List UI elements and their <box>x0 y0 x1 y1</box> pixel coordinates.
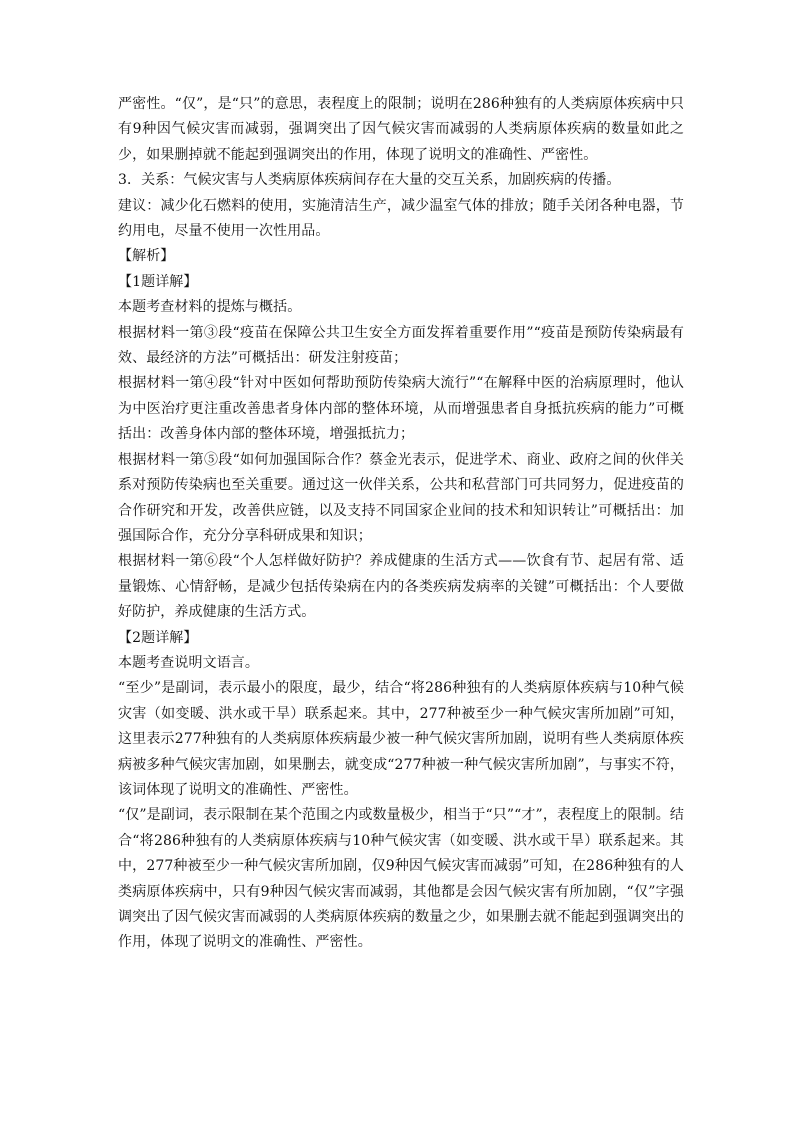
answer-paragraph-continuation: 严密性。“仅”，是“只”的意思，表程度上的限制；说明在286种独有的人类病原体疾病中只有9种因气候灾害而减弱，强调突出了因气候灾害而减弱的人类病原体疾病的数量如此之少，如果删掉就不能起到强调突出的作用，体现了说明文的准确性、严密性。 <box>118 96 684 163</box>
question-1-point-4: 根据材料一第⑥段“个人怎样做好防护？养成健康的生活方式——饮食有节、起居有常、适量锻炼、心情舒畅，是减少包括传染病在内的各类疾病发病率的关键”可概括出：个人要做好防护，养成健康的生活方式。 <box>118 553 684 621</box>
question-1-point-2: 根据材料一第④段“针对中医如何帮助预防传染病大流行”“在解释中医的治病原理时，他认为中医治疗更注重改善患者身体内部的整体环境，从而增强患者自身抵抗疾病的能力”可概括出：改善身体内部的整体环境，增强抵抗力； <box>118 375 684 443</box>
question-1-point-3: 根据材料一第⑤段“如何加强国际合作？蔡金光表示，促进学术、商业、政府之间的伙伴关系对预防传染病也至关重要。通过这一伙伴关系，公共和私营部门可共同努力，促进疫苗的合作研究和开发，改善供应链，以及支持不同国家企业间的技术和知识转让”可概括出：加强国际合作，充分分享科研成果和知识； <box>118 451 684 544</box>
question-2-heading: 【2题详解】 <box>118 629 198 646</box>
document-page <box>118 92 684 956</box>
question-1-heading: 【1题详解】 <box>118 273 198 290</box>
analysis-heading: 【解析】 <box>118 248 175 265</box>
question-2-intro: 本题考查说明文语言。 <box>118 654 259 671</box>
question-2-point-1: “至少”是副词，表示最小的限度，最少，结合“将286种独有的人类病原体疾病与10种气候灾害（如变暖、洪水或干旱）联系起来。其中，277种被至少一种气候灾害所加剧”可知，这里表示277种独有的人类病原体疾病最少被一种气候灾害所加剧，说明有些人类病原体疾病被多种气候灾害加剧，如果删去，就变成“277种被一种气候灾害所加剧”，与事实不符，该词体现了说明文的准确性、严密性。 <box>118 680 684 798</box>
relationship-paragraph: 3．关系：气候灾害与人类病原体疾病间存在大量的交互关系，加剧疾病的传播。 <box>118 172 621 189</box>
question-1-point-1: 根据材料一第③段“疫苗在保障公共卫生安全方面发挥着重要作用”“疫苗是预防传染病最有效、最经济的方法”可概括出：研发注射疫苗； <box>118 324 684 367</box>
suggestion-paragraph: 建议：减少化石燃料的使用，实施清洁生产，减少温室气体的排放；随手关闭各种电器，节约用电，尽量不使用一次性用品。 <box>118 197 684 240</box>
question-2-point-2: “仅”是副词，表示限制在某个范围之内或数量极少，相当于“只”“才”，表程度上的限制。结合“将286种独有的人类病原体疾病与10种气候灾害（如变暖、洪水或干旱）联系起来。其中，277种被至少一种气候灾害所加剧，仅9种因气候灾害而减弱”可知，在286种独有的人类病原体疾病中，只有9种因气候灾害而减弱，其他都是会因气候灾害有所加剧，“仅”字强调突出了因气候灾害而减弱的人类病原体疾病的数量之少，如果删去就不能起到强调突出的作用，体现了说明文的准确性、严密性。 <box>118 807 684 951</box>
question-1-intro: 本题考查材料的提炼与概括。 <box>118 299 302 316</box>
